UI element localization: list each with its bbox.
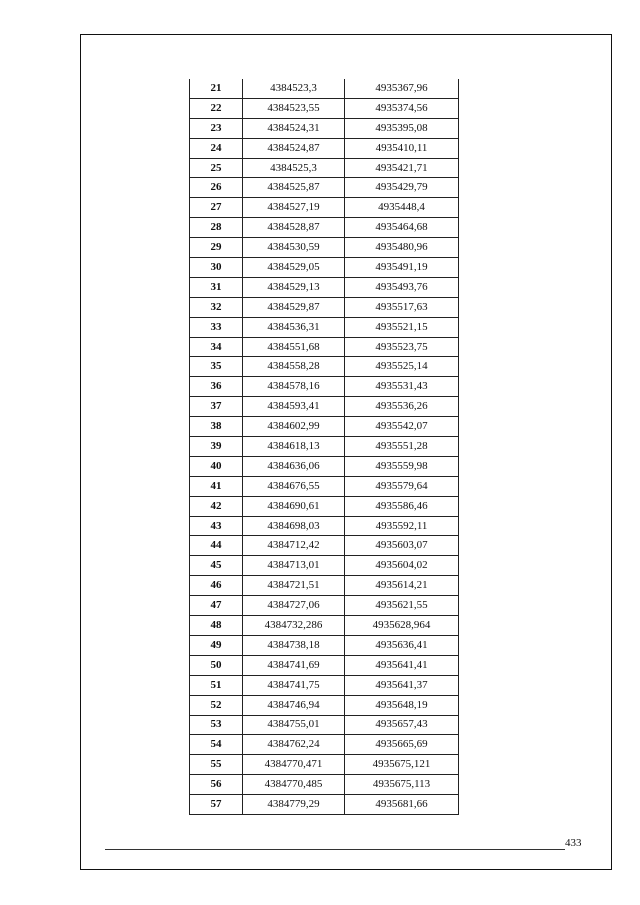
table-row: [190, 138, 459, 158]
x-coordinate-cell: 4384578,16: [243, 377, 345, 397]
x-coordinate-cell: 4384741,69: [243, 655, 345, 675]
table-row: [190, 476, 459, 496]
x-coordinate-cell: 4384738,18: [243, 635, 345, 655]
x-coordinate-cell: 4384712,42: [243, 536, 345, 556]
x-coordinate-cell: 4384732,286: [243, 616, 345, 636]
y-coordinate-cell: 4935521,15: [345, 317, 459, 337]
y-coordinate-cell: 4935536,26: [345, 397, 459, 417]
y-coordinate-cell: 4935480,96: [345, 238, 459, 258]
point-number-cell: 36: [190, 377, 243, 397]
x-coordinate-cell: 4384727,06: [243, 596, 345, 616]
x-coordinate-cell: 4384529,05: [243, 258, 345, 278]
table-row: [190, 655, 459, 675]
table-row: [190, 417, 459, 437]
point-number-cell: 21: [190, 79, 243, 98]
point-number-cell: 35: [190, 357, 243, 377]
point-number-cell: 24: [190, 138, 243, 158]
page-number: 433: [565, 837, 582, 849]
table-row: [190, 596, 459, 616]
point-number-cell: 39: [190, 437, 243, 457]
y-coordinate-cell: 4935665,69: [345, 735, 459, 755]
x-coordinate-cell: 4384770,485: [243, 775, 345, 795]
point-number-cell: 45: [190, 556, 243, 576]
point-number-cell: 44: [190, 536, 243, 556]
y-coordinate-cell: 4935542,07: [345, 417, 459, 437]
point-number-cell: 38: [190, 417, 243, 437]
y-coordinate-cell: 4935592,11: [345, 516, 459, 536]
y-coordinate-cell: 4935604,02: [345, 556, 459, 576]
point-number-cell: 49: [190, 635, 243, 655]
point-number-cell: 23: [190, 118, 243, 138]
table-row: [190, 377, 459, 397]
x-coordinate-cell: 4384721,51: [243, 576, 345, 596]
x-coordinate-cell: 4384524,87: [243, 138, 345, 158]
y-coordinate-cell: 4935525,14: [345, 357, 459, 377]
y-coordinate-cell: 4935614,21: [345, 576, 459, 596]
x-coordinate-cell: 4384551,68: [243, 337, 345, 357]
point-number-cell: 51: [190, 675, 243, 695]
point-number-cell: 57: [190, 795, 243, 815]
point-number-cell: 50: [190, 655, 243, 675]
point-number-cell: 53: [190, 715, 243, 735]
point-number-cell: 56: [190, 775, 243, 795]
x-coordinate-cell: 4384536,31: [243, 317, 345, 337]
x-coordinate-cell: 4384530,59: [243, 238, 345, 258]
table-row: [190, 297, 459, 317]
point-number-cell: 32: [190, 297, 243, 317]
x-coordinate-cell: 4384525,87: [243, 178, 345, 198]
y-coordinate-cell: 4935493,76: [345, 277, 459, 297]
table-row: [190, 258, 459, 278]
y-coordinate-cell: 4935410,11: [345, 138, 459, 158]
y-coordinate-cell: 4935551,28: [345, 437, 459, 457]
y-coordinate-cell: 4935464,68: [345, 218, 459, 238]
x-coordinate-cell: 4384779,29: [243, 795, 345, 815]
x-coordinate-cell: 4384525,3: [243, 158, 345, 178]
coordinates-table-body: [190, 79, 459, 814]
x-coordinate-cell: 4384593,41: [243, 397, 345, 417]
table-row: [190, 616, 459, 636]
point-number-cell: 46: [190, 576, 243, 596]
y-coordinate-cell: 4935579,64: [345, 476, 459, 496]
table-row: [190, 536, 459, 556]
y-coordinate-cell: 4935586,46: [345, 496, 459, 516]
point-number-cell: 52: [190, 695, 243, 715]
point-number-cell: 48: [190, 616, 243, 636]
y-coordinate-cell: 4935448,4: [345, 198, 459, 218]
y-coordinate-cell: 4935531,43: [345, 377, 459, 397]
y-coordinate-cell: 4935657,43: [345, 715, 459, 735]
y-coordinate-cell: 4935648,19: [345, 695, 459, 715]
x-coordinate-cell: 4384741,75: [243, 675, 345, 695]
x-coordinate-cell: 4384690,61: [243, 496, 345, 516]
x-coordinate-cell: 4384636,06: [243, 456, 345, 476]
point-number-cell: 33: [190, 317, 243, 337]
table-row: [190, 337, 459, 357]
table-row: [190, 695, 459, 715]
table-row: [190, 79, 459, 98]
y-coordinate-cell: 4935675,121: [345, 755, 459, 775]
table-row: [190, 437, 459, 457]
table-row: [190, 456, 459, 476]
table-row: [190, 775, 459, 795]
y-coordinate-cell: 4935641,37: [345, 675, 459, 695]
x-coordinate-cell: 4384602,99: [243, 417, 345, 437]
table-row: [190, 118, 459, 138]
footer-rule: [105, 849, 565, 850]
point-number-cell: 41: [190, 476, 243, 496]
y-coordinate-cell: 4935641,41: [345, 655, 459, 675]
point-number-cell: 43: [190, 516, 243, 536]
table-row: [190, 277, 459, 297]
point-number-cell: 26: [190, 178, 243, 198]
table-row: [190, 98, 459, 118]
table-row: [190, 317, 459, 337]
table-row: [190, 397, 459, 417]
x-coordinate-cell: 4384523,3: [243, 79, 345, 98]
table-row: [190, 158, 459, 178]
point-number-cell: 40: [190, 456, 243, 476]
point-number-cell: 30: [190, 258, 243, 278]
x-coordinate-cell: 4384698,03: [243, 516, 345, 536]
y-coordinate-cell: 4935523,75: [345, 337, 459, 357]
point-number-cell: 34: [190, 337, 243, 357]
table-row: [190, 556, 459, 576]
point-number-cell: 47: [190, 596, 243, 616]
x-coordinate-cell: 4384755,01: [243, 715, 345, 735]
y-coordinate-cell: 4935621,55: [345, 596, 459, 616]
point-number-cell: 42: [190, 496, 243, 516]
y-coordinate-cell: 4935603,07: [345, 536, 459, 556]
point-number-cell: 31: [190, 277, 243, 297]
y-coordinate-cell: 4935675,113: [345, 775, 459, 795]
point-number-cell: 27: [190, 198, 243, 218]
table-row: [190, 715, 459, 735]
table-row: [190, 357, 459, 377]
y-coordinate-cell: 4935491,19: [345, 258, 459, 278]
y-coordinate-cell: 4935681,66: [345, 795, 459, 815]
x-coordinate-cell: 4384618,13: [243, 437, 345, 457]
y-coordinate-cell: 4935429,79: [345, 178, 459, 198]
x-coordinate-cell: 4384529,13: [243, 277, 345, 297]
table-row: [190, 198, 459, 218]
point-number-cell: 29: [190, 238, 243, 258]
x-coordinate-cell: 4384713,01: [243, 556, 345, 576]
table-row: [190, 178, 459, 198]
point-number-cell: 55: [190, 755, 243, 775]
point-number-cell: 22: [190, 98, 243, 118]
y-coordinate-cell: 4935367,96: [345, 79, 459, 98]
table-row: [190, 755, 459, 775]
x-coordinate-cell: 4384746,94: [243, 695, 345, 715]
table-row: [190, 795, 459, 815]
table-row: [190, 675, 459, 695]
y-coordinate-cell: 4935636,41: [345, 635, 459, 655]
y-coordinate-cell: 4935559,98: [345, 456, 459, 476]
x-coordinate-cell: 4384770,471: [243, 755, 345, 775]
table-row: [190, 516, 459, 536]
x-coordinate-cell: 4384529,87: [243, 297, 345, 317]
y-coordinate-cell: 4935421,71: [345, 158, 459, 178]
table-row: [190, 635, 459, 655]
coordinates-table: [189, 79, 459, 815]
x-coordinate-cell: 4384527,19: [243, 198, 345, 218]
y-coordinate-cell: 4935628,964: [345, 616, 459, 636]
x-coordinate-cell: 4384524,31: [243, 118, 345, 138]
y-coordinate-cell: 4935517,63: [345, 297, 459, 317]
point-number-cell: 54: [190, 735, 243, 755]
x-coordinate-cell: 4384523,55: [243, 98, 345, 118]
x-coordinate-cell: 4384762,24: [243, 735, 345, 755]
point-number-cell: 37: [190, 397, 243, 417]
table-row: [190, 238, 459, 258]
x-coordinate-cell: 4384528,87: [243, 218, 345, 238]
table-row: [190, 496, 459, 516]
x-coordinate-cell: 4384558,28: [243, 357, 345, 377]
y-coordinate-cell: 4935374,56: [345, 98, 459, 118]
table-row: [190, 218, 459, 238]
x-coordinate-cell: 4384676,55: [243, 476, 345, 496]
point-number-cell: 28: [190, 218, 243, 238]
table-row: [190, 735, 459, 755]
point-number-cell: 25: [190, 158, 243, 178]
y-coordinate-cell: 4935395,08: [345, 118, 459, 138]
table-row: [190, 576, 459, 596]
